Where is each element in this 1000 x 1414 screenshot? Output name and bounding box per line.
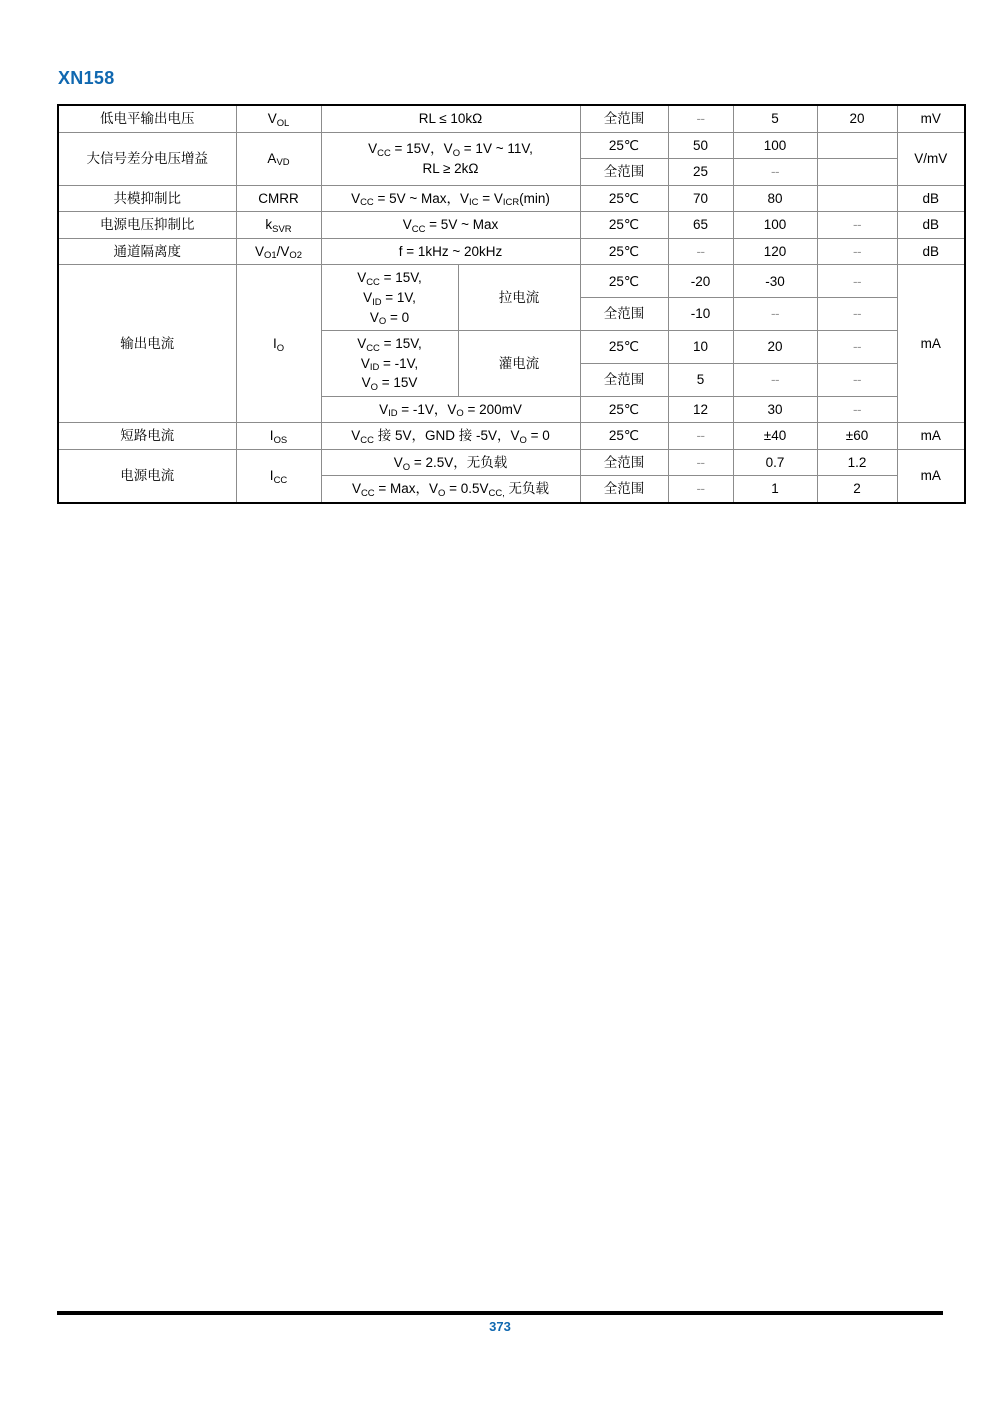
symbol-sub: CC xyxy=(273,474,288,486)
cell-temperature: 25℃ xyxy=(580,265,668,298)
cell-min: -20 xyxy=(668,265,733,298)
cell-typ: ±40 xyxy=(733,423,817,450)
cell-symbol xyxy=(236,423,321,450)
cell-symbol xyxy=(236,449,321,503)
symbol-main: I xyxy=(269,468,274,484)
cell-max: -- xyxy=(817,238,897,265)
cell-temperature: 全范围 xyxy=(580,476,668,503)
symbol-sub: OL xyxy=(276,117,290,129)
cell-min: -- xyxy=(668,449,733,476)
cell-parameter: 电源电压抑制比 xyxy=(58,212,236,239)
symbol-main: I xyxy=(269,428,274,444)
cell-min: 65 xyxy=(668,212,733,239)
cell-temperature: 25℃ xyxy=(580,331,668,364)
cell-symbol xyxy=(236,132,321,185)
symbol-main: I xyxy=(272,336,277,352)
cell-max: -- xyxy=(817,265,897,298)
cell-typ: -30 xyxy=(733,265,817,298)
cell-parameter: 电源电流 xyxy=(58,449,236,503)
cell-unit: V/mV xyxy=(897,132,965,185)
cell-symbol xyxy=(236,265,321,423)
cell-condition: RL ≤ 10kΩ xyxy=(321,105,580,132)
footer-divider xyxy=(57,1311,943,1315)
symbol-main: k xyxy=(265,217,273,233)
cell-temperature: 25℃ xyxy=(580,423,668,450)
cell-condition: $V_{CC}$ 接 5V，GND 接 -5V，$V_O = 0$ xyxy=(321,423,580,450)
table-row xyxy=(58,105,965,132)
cell-typ: 0.7 xyxy=(733,449,817,476)
cell-max: -- xyxy=(817,331,897,364)
cell-parameter: 低电平输出电压 xyxy=(58,105,236,132)
cell-max: -- xyxy=(817,298,897,331)
cell-parameter: 共模抑制比 xyxy=(58,185,236,212)
cell-typ: 120 xyxy=(733,238,817,265)
condition-line-1: $V_{CC} = 15V$，$V_O = 1V$ ~ 11V, xyxy=(368,141,533,159)
cell-condition: $V_{CC} = 5V$ ~ Max xyxy=(321,212,580,239)
condition-line-3: $V_O = 15V$ xyxy=(361,375,418,393)
cell-max: 20 xyxy=(817,105,897,132)
cell-max: -- xyxy=(817,396,897,423)
cell-temperature: 全范围 xyxy=(580,449,668,476)
cell-temperature: 全范围 xyxy=(580,159,668,186)
table-row xyxy=(58,132,965,159)
cell-typ: -- xyxy=(733,298,817,331)
cell-condition: f = 1kHz ~ 20kHz xyxy=(321,238,580,265)
condition-line-2: $V_{ID} = 1V$, xyxy=(363,289,416,308)
cell-parameter: 短路电流 xyxy=(58,423,236,450)
symbol-main: V xyxy=(267,111,277,126)
cell-typ: 20 xyxy=(733,331,817,364)
cell-parameter: 通道隔离度 xyxy=(58,238,236,265)
cell-condition: $V_{CC}$ = Max，$V_O = 0.5V_{CC,}$ 无负载 xyxy=(321,476,580,503)
cell-typ: -- xyxy=(733,363,817,396)
cell-max: ±60 xyxy=(817,423,897,450)
cell-min: -- xyxy=(668,423,733,450)
cell-unit: dB xyxy=(897,238,965,265)
cell-unit: mA xyxy=(897,423,965,450)
table-row xyxy=(58,185,965,212)
cell-typ: -- xyxy=(733,159,817,186)
cell-min: -- xyxy=(668,238,733,265)
cell-typ: 80 xyxy=(733,185,817,212)
table-row xyxy=(58,265,965,298)
cell-temperature: 全范围 xyxy=(580,105,668,132)
cell-min: 50 xyxy=(668,132,733,159)
cell-unit: dB xyxy=(897,212,965,239)
cell-max xyxy=(817,185,897,212)
symbol-sub: VD xyxy=(276,157,290,169)
cell-typ: 30 xyxy=(733,396,817,423)
cell-typ: 100 xyxy=(733,212,817,239)
cell-symbol: $V_{O1}/V_{O2}$ xyxy=(236,238,321,265)
cell-min: 5 xyxy=(668,363,733,396)
table-row xyxy=(58,212,965,239)
cell-temperature: 25℃ xyxy=(580,132,668,159)
condition-line-2: $V_{ID} = -1V$, xyxy=(360,355,419,374)
cell-typ: 5 xyxy=(733,105,817,132)
cell-condition xyxy=(321,132,580,185)
cell-condition: $V_{CC} = 5V$ ~ Max，$V_{IC} = V_{ICR}(\min)$ xyxy=(321,185,580,212)
page-title: XN158 xyxy=(58,68,115,88)
cell-min: -- xyxy=(668,476,733,503)
cell-condition xyxy=(321,265,458,331)
cell-max: -- xyxy=(817,212,897,239)
electrical-characteristics-table xyxy=(57,104,966,504)
condition-line-2: RL ≥ 2kΩ xyxy=(422,160,479,176)
cell-condition: $V_O = 2.5V$，无负载 xyxy=(321,449,580,476)
symbol-main: A xyxy=(267,150,277,166)
cell-symbol: CMRR xyxy=(236,185,321,212)
cell-temperature: 全范围 xyxy=(580,363,668,396)
cell-temperature: 25℃ xyxy=(580,238,668,265)
cell-max xyxy=(817,132,897,159)
cell-min: -- xyxy=(668,105,733,132)
cell-min: 10 xyxy=(668,331,733,364)
condition-line-1: $V_{CC} = 15V$, xyxy=(357,336,422,354)
cell-min: 25 xyxy=(668,159,733,186)
cell-unit: mA xyxy=(897,265,965,423)
table-row xyxy=(58,423,965,450)
cell-symbol xyxy=(236,212,321,239)
condition-line-3: $V_O = 0$ xyxy=(369,309,410,328)
cell-condition xyxy=(321,331,458,397)
cell-max: -- xyxy=(817,363,897,396)
cell-min: -10 xyxy=(668,298,733,331)
cell-parameter: 大信号差分电压增益 xyxy=(58,132,236,185)
cell-temperature: 25℃ xyxy=(580,396,668,423)
cell-temperature: 全范围 xyxy=(580,298,668,331)
cell-min: 12 xyxy=(668,396,733,423)
cell-symbol xyxy=(236,105,321,132)
condition-line-1: $V_{CC} = 15V$, xyxy=(357,270,422,289)
cell-unit: mA xyxy=(897,449,965,503)
cell-min: 70 xyxy=(668,185,733,212)
cell-unit: mV xyxy=(897,105,965,132)
cell-condition-label: 灌电流 xyxy=(458,331,580,397)
cell-condition: $V_{ID} = -1V$，$V_O = 200mV$ xyxy=(321,396,580,423)
cell-max xyxy=(817,159,897,186)
cell-max: 1.2 xyxy=(817,449,897,476)
table-row xyxy=(58,238,965,265)
cell-unit: dB xyxy=(897,185,965,212)
table-row xyxy=(58,449,965,476)
cell-temperature: 25℃ xyxy=(580,212,668,239)
cell-typ: 100 xyxy=(733,132,817,159)
cell-max: 2 xyxy=(817,476,897,503)
symbol-sub: O xyxy=(276,342,285,354)
cell-parameter: 输出电流 xyxy=(58,265,236,423)
page-number: 373 xyxy=(489,1319,511,1334)
symbol-sub: SVR xyxy=(272,223,292,235)
cell-temperature: 25℃ xyxy=(580,185,668,212)
cell-condition-label: 拉电流 xyxy=(458,265,580,331)
symbol-sub: OS xyxy=(273,434,288,446)
cell-typ: 1 xyxy=(733,476,817,503)
